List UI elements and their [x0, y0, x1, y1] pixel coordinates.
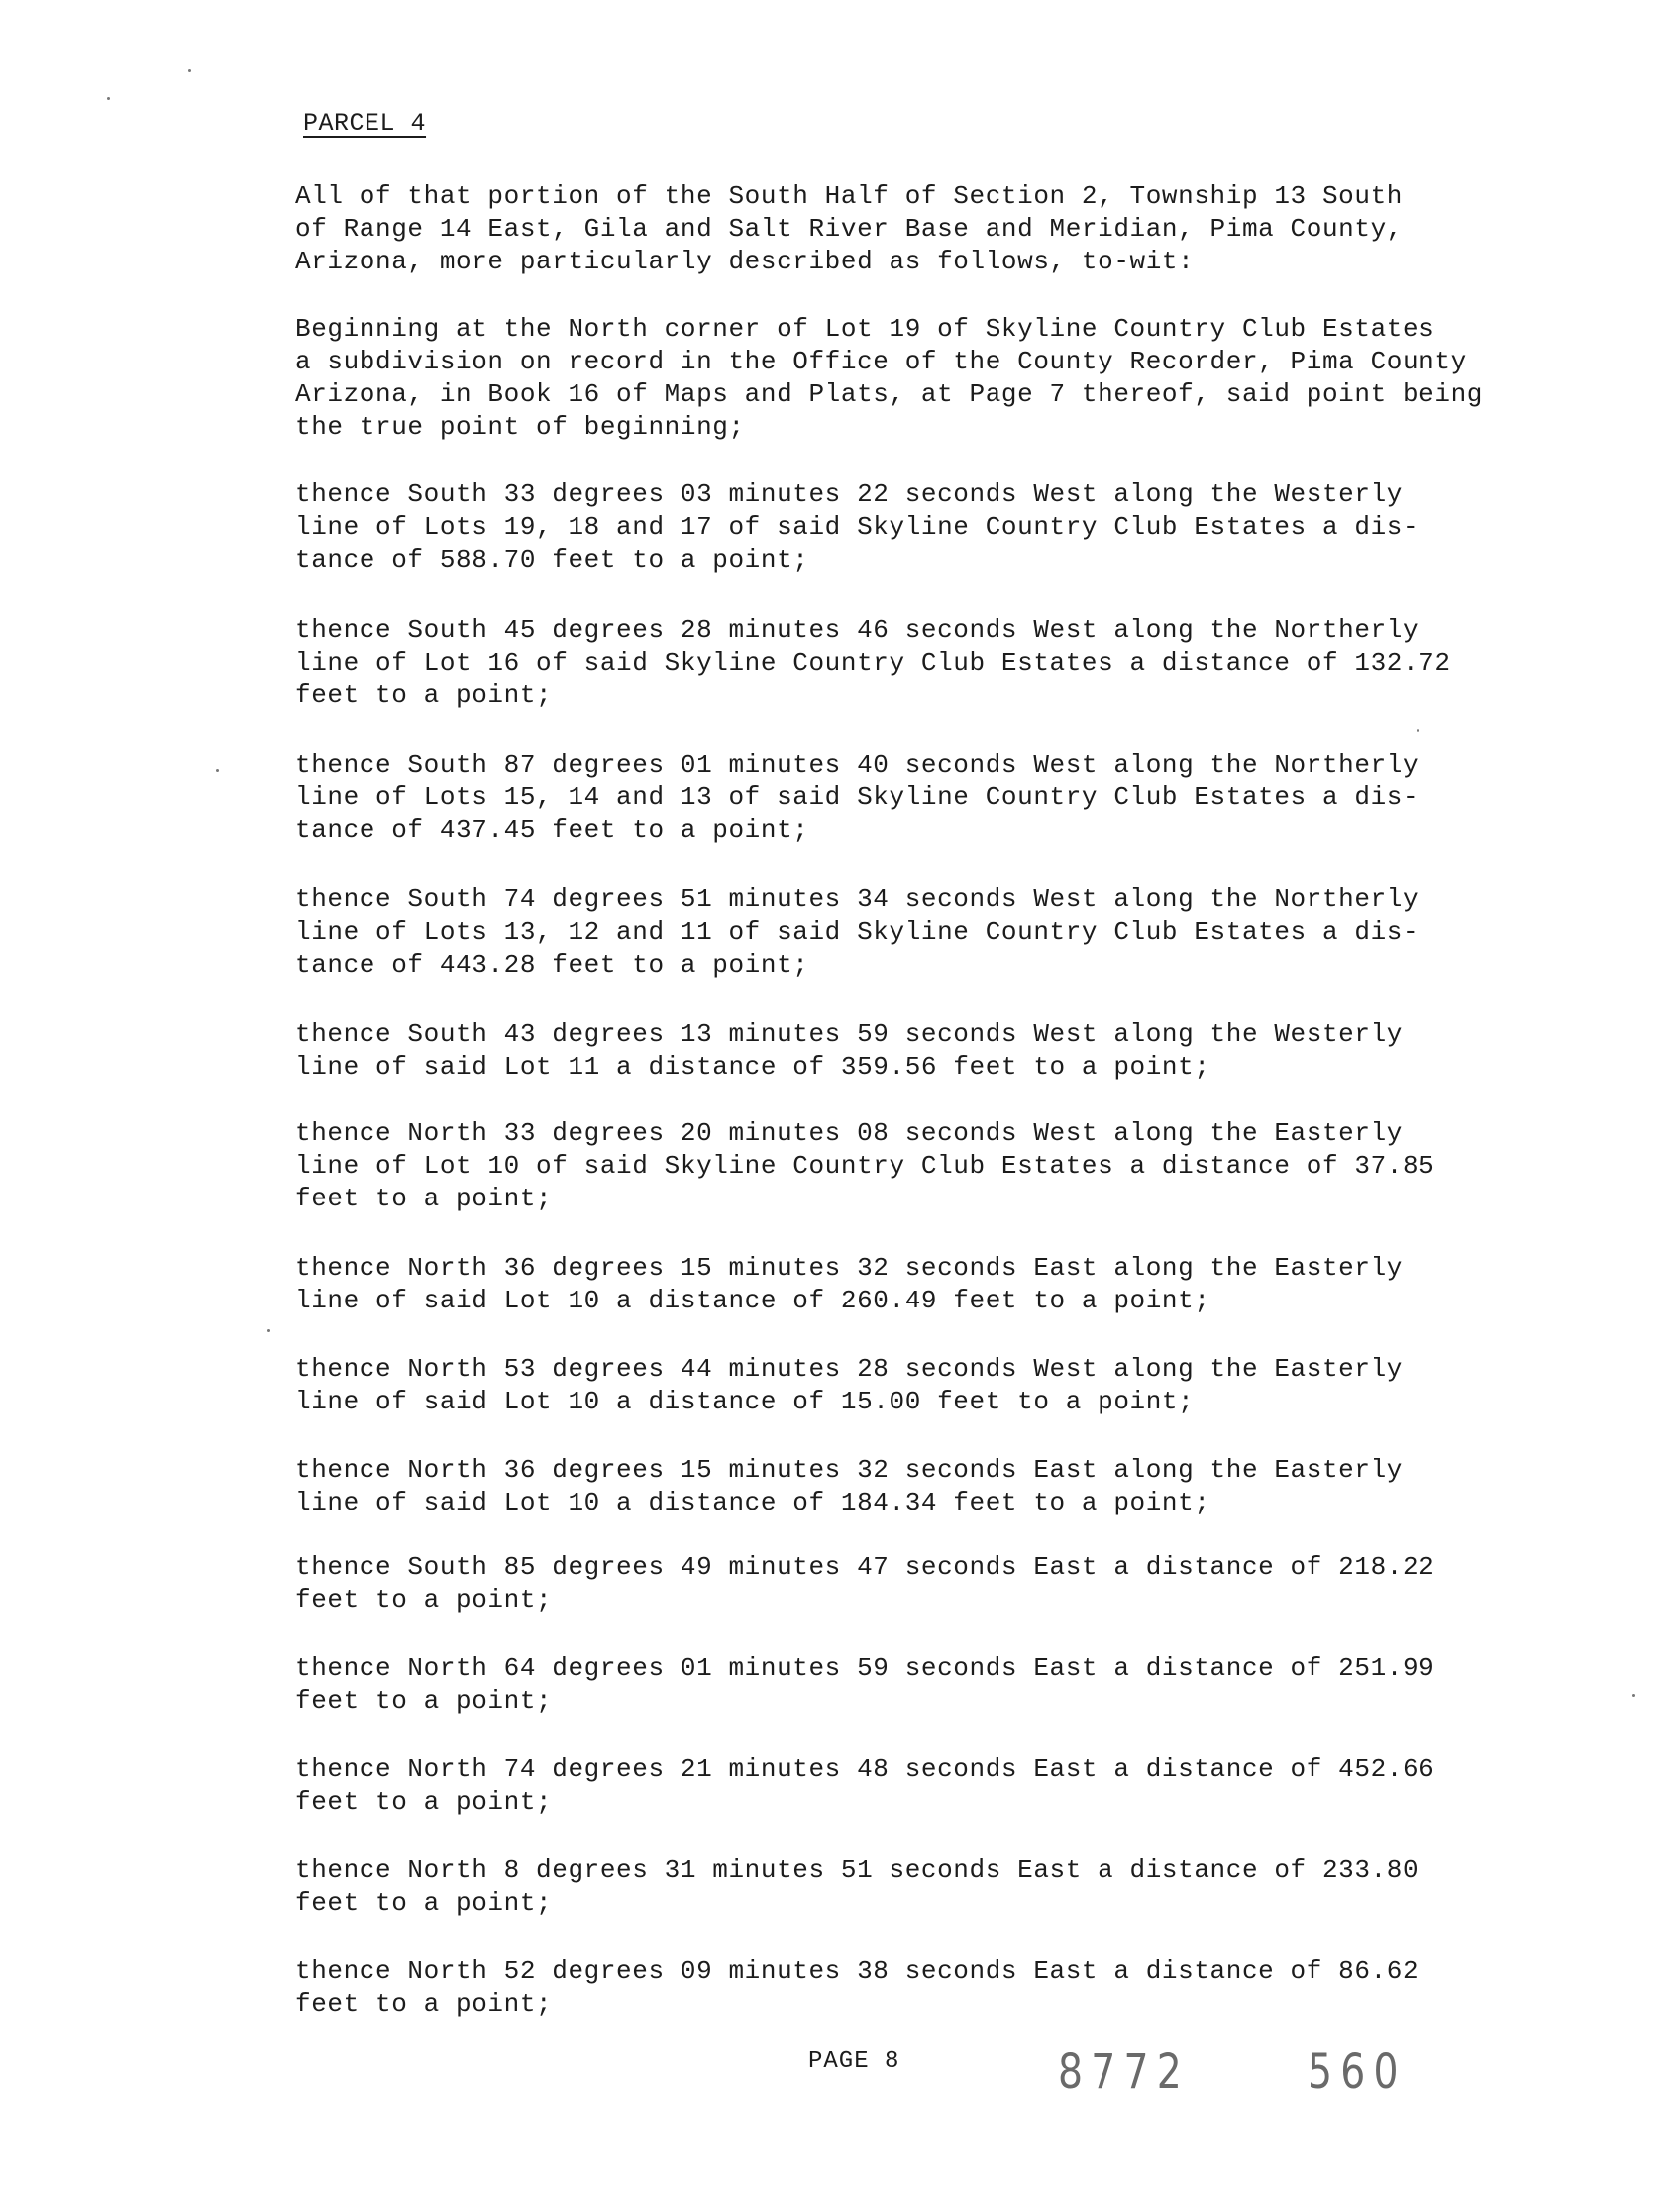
scan-speck: [267, 1329, 270, 1332]
scan-speck: [188, 69, 191, 72]
course-6: thence North 33 degrees 20 minutes 08 seconds West along the Easterly line of Lot 10 of said Skyline Country Club Estates a distance of 37.85 feet to a point;: [295, 1118, 1435, 1213]
course-5: thence South 43 degrees 13 minutes 59 seconds West along the Westerly line of said Lot 11 a distance of 359.56 feet to a point;: [295, 1019, 1403, 1082]
paragraph-intro: All of that portion of the South Half of Section 2, Township 13 South of Range 14 East, Gila and Salt River Base and Meridian, Pima County, Arizona, more particularly described as follows, to-wit:: [295, 181, 1403, 276]
course-4: thence South 74 degrees 51 minutes 34 seconds West along the Northerly line of Lots 13, 12 and 11 of said Skyline Country Club Estates a dis- tance of 443.28 feet to a point;: [295, 885, 1419, 980]
course-7: thence North 36 degrees 15 minutes 32 seconds East along the Easterly line of said Lot 10 a distance of 260.49 feet to a point;: [295, 1253, 1403, 1315]
course-14: thence North 52 degrees 09 minutes 38 seconds East a distance of 86.62 feet to a point;: [295, 1956, 1419, 2019]
paragraph-beginning: Beginning at the North corner of Lot 19 of Skyline Country Club Estates a subdivision on record in the Office of the County Recorder, Pima County Arizona, in Book 16 of Maps and Plats, at Page 7 thereof, said point being the true point of beginning;: [295, 314, 1483, 442]
scan-speck: [1632, 1694, 1635, 1697]
course-11: thence North 64 degrees 01 minutes 59 seconds East a distance of 251.99 feet to a point;: [295, 1653, 1435, 1716]
page-stamp: 560: [1308, 2044, 1407, 2100]
page-number-label: PAGE 8: [808, 2048, 900, 2075]
course-1: thence South 33 degrees 03 minutes 22 seconds West along the Westerly line of Lots 19, 18 and 17 of said Skyline Country Club Estates a dis- tance of 588.70 feet to a point;: [295, 479, 1419, 574]
course-12: thence North 74 degrees 21 minutes 48 seconds East a distance of 452.66 feet to a point;: [295, 1754, 1435, 1817]
parcel-heading: PARCEL 4: [303, 109, 427, 138]
course-13: thence North 8 degrees 31 minutes 51 seconds East a distance of 233.80 feet to a point;: [295, 1855, 1419, 1918]
course-8: thence North 53 degrees 44 minutes 28 seconds West along the Easterly line of said Lot 10 a distance of 15.00 feet to a point;: [295, 1354, 1403, 1416]
scan-speck: [107, 97, 110, 100]
scan-speck: [216, 769, 219, 772]
course-3: thence South 87 degrees 01 minutes 40 seconds West along the Northerly line of Lots 15, 14 and 13 of said Skyline Country Club Estates a dis- tance of 437.45 feet to a point;: [295, 750, 1419, 845]
course-9: thence North 36 degrees 15 minutes 32 seconds East along the Easterly line of said Lot 10 a distance of 184.34 feet to a point;: [295, 1455, 1403, 1517]
book-stamp: 8772: [1058, 2044, 1190, 2100]
course-2: thence South 45 degrees 28 minutes 46 seconds West along the Northerly line of Lot 16 of said Skyline Country Club Estates a distance of 132.72 feet to a point;: [295, 615, 1451, 710]
course-10: thence South 85 degrees 49 minutes 47 seconds East a distance of 218.22 feet to a point;: [295, 1552, 1435, 1614]
scan-speck: [1417, 729, 1419, 732]
